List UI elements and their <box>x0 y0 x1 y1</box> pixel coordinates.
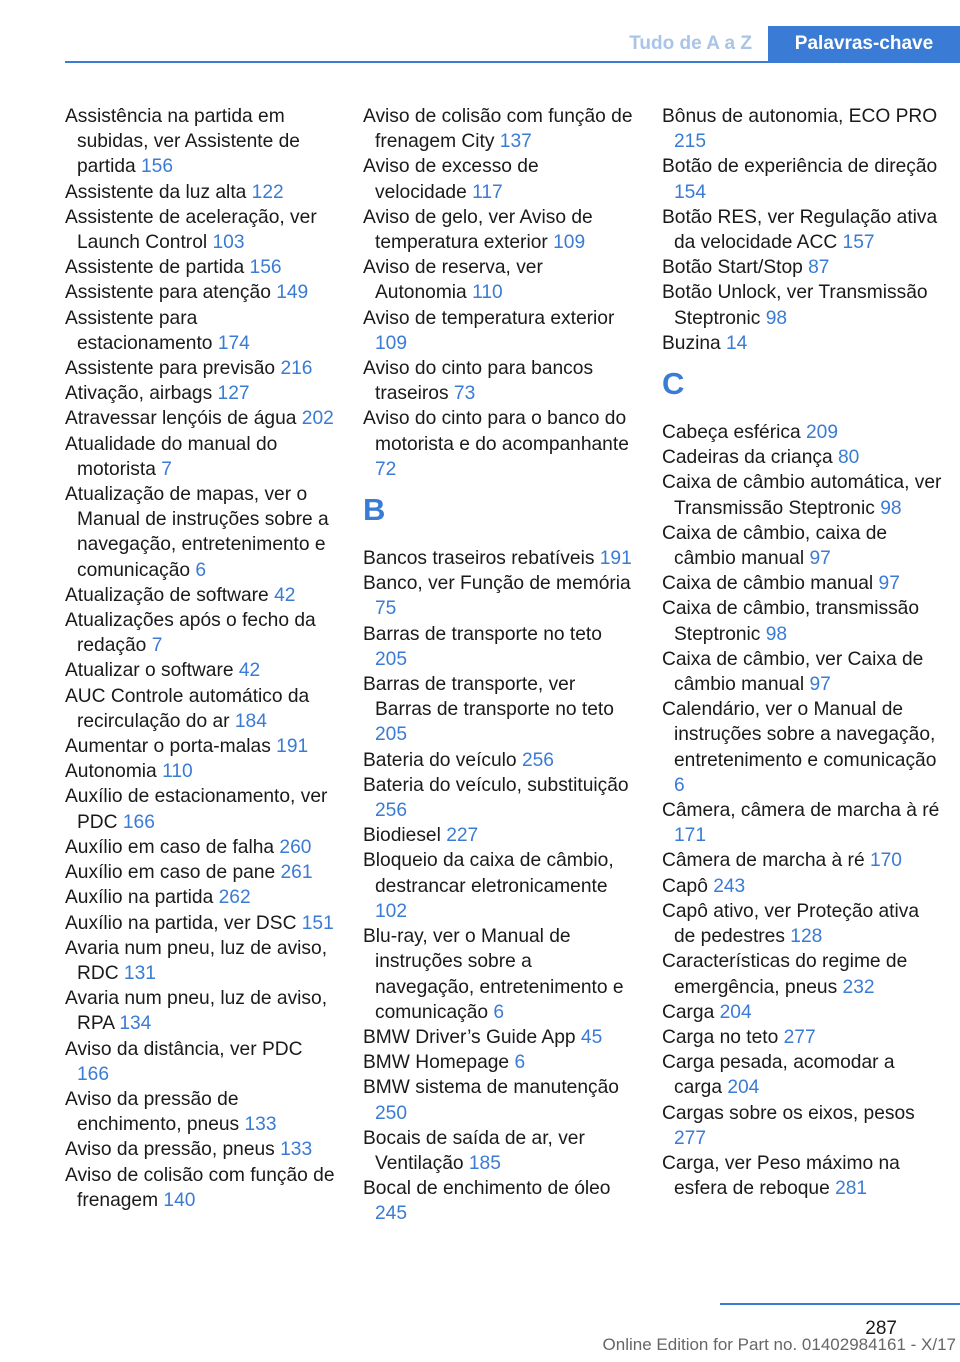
page-reference-link[interactable]: 151 <box>301 912 334 934</box>
index-entry-text: Aviso do cinto para o banco do motorista e do acompanhante <box>363 408 629 455</box>
index-entry <box>363 546 635 571</box>
index-entry-text: Características do regime de emergência, pneus <box>662 951 908 998</box>
page-reference-link[interactable]: 110 <box>162 761 193 783</box>
page-reference-link[interactable]: 174 <box>217 332 250 354</box>
page-reference-link[interactable]: 97 <box>809 548 831 570</box>
index-entry <box>65 205 337 255</box>
index-entry-text: Cabeça esférica <box>662 422 801 444</box>
page-reference-link[interactable]: 128 <box>790 926 823 948</box>
index-entry-text: Caixa de câmbio manual <box>662 573 874 595</box>
index-entry <box>662 255 942 280</box>
index-entry <box>363 154 635 204</box>
index-entry-text: Aumentar o porta-malas <box>65 736 271 758</box>
index-entry-text: Assistente da luz alta <box>65 181 247 203</box>
page-reference-link[interactable]: 205 <box>375 648 408 670</box>
index-entry <box>363 1126 635 1176</box>
index-entry-text: Bancos traseiros rebatíveis <box>363 548 595 570</box>
index-entry-text: Auxílio de estacionamento, ver PDC <box>65 786 328 833</box>
page-reference-link[interactable]: 97 <box>809 674 831 696</box>
index-entry <box>363 255 635 305</box>
index-entry <box>65 406 337 431</box>
page-reference-link[interactable]: 245 <box>375 1203 408 1225</box>
index-entry <box>662 596 942 646</box>
index-entry-text: Assistência na partida em subidas, ver Assistente de partida <box>65 106 300 178</box>
index-entry <box>662 697 942 798</box>
index-entry-text: Capô <box>662 875 708 897</box>
index-entry-text: Barras de transporte, ver Barras de transporte no teto <box>363 674 614 721</box>
index-entry <box>65 759 337 784</box>
index-entry <box>662 1151 942 1201</box>
page-reference-link[interactable]: 98 <box>765 307 788 329</box>
index-entry <box>65 1037 337 1087</box>
page-reference-link[interactable]: 277 <box>674 1127 707 1149</box>
index-entry-text: Biodiesel <box>363 825 441 847</box>
index-entry-text: Aviso da pressão, pneus <box>65 1139 275 1161</box>
page-reference-link[interactable]: 170 <box>869 850 902 872</box>
index-entry <box>65 684 337 734</box>
index-entry <box>65 936 337 986</box>
page-reference-link[interactable]: 202 <box>301 408 334 430</box>
index-entry-text: Atualização de mapas, ver o Manual de instruções sobre a navegação, entretenimento e comunicação <box>65 484 329 581</box>
index-entry-text: Atualização de software <box>65 584 269 606</box>
page-reference-link[interactable]: 184 <box>234 710 267 732</box>
index-entry-text: AUC Controle automático da recirculação do ar <box>65 685 310 732</box>
index-entry <box>65 608 337 658</box>
index-entry <box>363 356 635 406</box>
index-entry-text: Barras de transporte no teto <box>363 623 602 645</box>
index-entry <box>65 658 337 683</box>
index-entry-text: Bônus de autonomia, ECO PRO <box>662 106 938 127</box>
index-entry-text: BMW Driver’s Guide App <box>363 1026 576 1048</box>
page-reference-link[interactable]: 250 <box>375 1102 408 1124</box>
page-reference-link[interactable]: 131 <box>123 962 156 984</box>
index-entry <box>363 1075 635 1125</box>
index-entry-text: Câmera de marcha à ré <box>662 850 865 872</box>
index-entry <box>65 835 337 860</box>
index-entry <box>363 104 635 154</box>
index-entry <box>65 1137 337 1162</box>
index-entry <box>662 1000 942 1025</box>
index-entry <box>363 748 635 773</box>
page-reference-link[interactable]: 117 <box>472 181 503 203</box>
page-reference-link[interactable]: 7 <box>151 635 163 657</box>
page-reference-link[interactable]: 156 <box>249 257 282 279</box>
page-reference-link[interactable]: 166 <box>77 1063 110 1085</box>
index-entry <box>662 848 942 873</box>
page-reference-link[interactable]: 243 <box>713 875 746 897</box>
index-entry-text: Auxílio em caso de falha <box>65 836 275 858</box>
page-reference-link[interactable]: 204 <box>727 1077 760 1099</box>
index-entry-text: Bocal de enchimento de óleo <box>363 1178 611 1200</box>
footer-divider <box>720 1303 960 1305</box>
index-entry-text: Aviso da pressão de enchimento, pneus <box>65 1088 240 1136</box>
index-entry <box>65 734 337 759</box>
index-entry-text: Botão Unlock, ver Transmissão Steptronic <box>662 282 928 329</box>
index-entry <box>363 773 635 823</box>
index-entry <box>65 583 337 608</box>
index-entry-text: BMW Homepage <box>363 1052 510 1074</box>
index-entry-text: Bocais de saída de ar, ver Ventilação <box>363 1127 585 1174</box>
index-entry <box>65 986 337 1036</box>
page-reference-link[interactable]: 7 <box>161 458 172 480</box>
page-reference-link[interactable]: 140 <box>163 1189 196 1211</box>
page-reference-link[interactable]: 205 <box>375 724 408 746</box>
page-reference-link[interactable]: 6 <box>195 559 207 581</box>
page-reference-link[interactable]: 227 <box>446 825 479 847</box>
index-entry-text: Atualizações após o fecho da redação <box>65 610 316 657</box>
index-entry <box>662 331 942 356</box>
page-reference-link[interactable]: 215 <box>674 131 707 153</box>
index-entry-text: Aviso de temperatura exterior <box>363 307 615 329</box>
index-entry <box>662 874 942 899</box>
index-entry-text: BMW sistema de manutenção <box>363 1077 619 1099</box>
page-reference-link[interactable]: 171 <box>674 825 707 847</box>
page-reference-link[interactable]: 134 <box>119 1013 152 1035</box>
page-reference-link[interactable]: 109 <box>553 232 586 254</box>
index-entry <box>662 949 942 999</box>
page-reference-link[interactable]: 110 <box>472 282 503 304</box>
index-entry <box>363 622 635 672</box>
page-reference-link[interactable]: 209 <box>806 422 839 444</box>
page-reference-link[interactable]: 261 <box>280 862 313 884</box>
page-reference-link[interactable]: 154 <box>674 181 707 203</box>
page-reference-link[interactable]: 97 <box>878 573 900 595</box>
index-entry <box>65 911 337 936</box>
index-entry <box>65 482 337 583</box>
index-entry-text: Caixa de câmbio, caixa de câmbio manual <box>662 522 888 570</box>
page-reference-link[interactable]: 72 <box>375 458 397 480</box>
index-entry-text: Cadeiras da criança <box>662 447 833 469</box>
index-entry <box>662 1025 942 1050</box>
index-entry <box>65 180 337 205</box>
index-column-1 <box>65 104 337 1213</box>
index-entry-text: Assistente de partida <box>65 257 245 279</box>
page-reference-link[interactable]: 109 <box>375 332 408 354</box>
index-entry <box>65 280 337 305</box>
page-reference-link[interactable]: 157 <box>842 232 875 254</box>
page-reference-link[interactable]: 98 <box>880 497 902 519</box>
page-reference-link[interactable]: 80 <box>838 447 860 469</box>
index-entry-text: Blu-ray, ver o Manual de instruções sobre a navegação, entretenimento e comunicação <box>363 926 624 1023</box>
index-entry-text: Ativação, airbags <box>65 383 213 405</box>
index-entry-text: Autonomia <box>65 761 157 783</box>
index-entry <box>662 205 942 255</box>
index-entry-text: Caixa de câmbio automática, ver Transmissão Steptronic <box>662 472 942 519</box>
page-reference-link[interactable]: 127 <box>217 383 250 405</box>
page-reference-link[interactable]: 42 <box>238 660 261 682</box>
index-entry-text: Cargas sobre os eixos, pesos <box>662 1102 915 1124</box>
index-entry <box>662 1050 942 1100</box>
index-entry-text: Atravessar lençóis de água <box>65 408 297 430</box>
index-entry-text: Botão RES, ver Regulação ativa da velocidade ACC <box>662 206 938 254</box>
index-entry-text: Capô ativo, ver Proteção ativa de pedestres <box>662 900 920 948</box>
index-entry <box>363 406 635 482</box>
index-entry-text: Bateria do veículo, substituição <box>363 774 629 796</box>
index-entry <box>662 470 942 520</box>
index-entry <box>65 381 337 406</box>
page-reference-link[interactable]: 191 <box>599 548 632 570</box>
index-entry <box>363 205 635 255</box>
index-entry <box>662 154 942 204</box>
tab-palavras-chave[interactable]: Palavras-chave <box>768 26 960 62</box>
index-entry <box>662 104 942 154</box>
page-reference-link[interactable]: 45 <box>580 1026 603 1048</box>
header-tabs <box>613 26 960 62</box>
page-reference-link[interactable]: 75 <box>375 598 397 620</box>
index-entry-text: Avaria num pneu, luz de aviso, RPA <box>65 988 328 1035</box>
tab-tudo-de-a-a-z[interactable]: Tudo de A a Z <box>613 26 768 62</box>
index-entry-text: Botão Start/Stop <box>662 257 803 279</box>
index-entry-text: Carga pesada, acomodar a carga <box>662 1052 895 1099</box>
index-entry-text: Bateria do veículo <box>363 749 517 771</box>
index-entry-text: Carga, ver Peso máximo na esfera de reboque <box>662 1152 900 1200</box>
index-entry <box>662 445 942 470</box>
index-entry-text: Auxílio em caso de pane <box>65 862 276 884</box>
page-reference-link[interactable]: 6 <box>514 1052 526 1074</box>
page-reference-link[interactable]: 191 <box>276 736 309 758</box>
index-entry-text: Carga no teto <box>662 1026 779 1048</box>
index-entry-text: Calendário, ver o Manual de instruções sobre a navegação, entretenimento e comunicação <box>662 699 937 771</box>
index-entry-text: Aviso de gelo, ver Aviso de temperatura exterior <box>363 206 593 254</box>
index-entry <box>363 306 635 356</box>
index-entry <box>65 1087 337 1137</box>
index-entry-text: Assistente para estacionamento <box>65 307 213 354</box>
page-reference-link[interactable]: 204 <box>719 1001 752 1023</box>
section-letter-heading: C <box>662 366 685 402</box>
page-reference-link[interactable]: 260 <box>279 836 312 858</box>
index-entry-text: Aviso do cinto para bancos traseiros <box>363 358 594 405</box>
edition-footer: Online Edition for Part no. 01402984161 - X/17 <box>602 1335 956 1354</box>
index-entry <box>65 784 337 834</box>
index-entry-text: Auxílio na partida, ver DSC <box>65 912 297 934</box>
index-entry-text: Aviso de colisão com função de frenagem City <box>363 106 633 153</box>
index-entry-text: Aviso de excesso de velocidade <box>363 156 539 203</box>
index-entry-text: Carga <box>662 1001 715 1023</box>
index-entry <box>65 860 337 885</box>
index-entry <box>65 306 337 356</box>
page-reference-link[interactable]: 262 <box>218 887 251 909</box>
index-column-2 <box>363 104 635 1227</box>
page-reference-link[interactable]: 73 <box>453 383 476 405</box>
page-reference-link[interactable]: 87 <box>808 257 830 279</box>
page-reference-link[interactable]: 256 <box>375 800 408 822</box>
index-entry-text: Assistente para atenção <box>65 282 271 304</box>
index-entry-text: Auxílio na partida <box>65 887 214 909</box>
index-entry-text: Assistente de aceleração, ver Launch Control <box>65 206 317 254</box>
page-reference-link[interactable]: 216 <box>280 358 313 380</box>
page-number: 287 <box>865 1318 897 1339</box>
index-entry <box>65 1163 337 1213</box>
index-entry <box>65 885 337 910</box>
index-entry <box>662 521 942 571</box>
header-divider <box>65 61 960 63</box>
index-entry <box>662 571 942 596</box>
index-entry <box>65 104 337 180</box>
index-entry <box>65 255 337 280</box>
index-entry-text: Câmera, câmera de marcha à ré <box>662 800 940 822</box>
index-entry <box>363 823 635 848</box>
index-entry <box>662 647 942 697</box>
index-entry-text: Botão de experiência de direção <box>662 156 938 178</box>
page-reference-link[interactable]: 14 <box>726 332 748 354</box>
page-reference-link[interactable]: 103 <box>212 232 245 254</box>
page-reference-link[interactable]: 122 <box>251 181 284 203</box>
index-entry <box>65 356 337 381</box>
page-reference-link[interactable]: 102 <box>375 900 408 922</box>
index-entry-text: Buzina <box>662 332 721 354</box>
index-entry-text: Bloqueio da caixa de câmbio, destrancar eletronicamente <box>363 850 614 897</box>
index-entry-text: Aviso de colisão com função de frenagem <box>65 1164 335 1211</box>
page-reference-link[interactable]: 98 <box>765 623 788 645</box>
page-reference-link[interactable]: 156 <box>141 156 174 178</box>
index-entry <box>662 899 942 949</box>
index-entry-text: Avaria num pneu, luz de aviso, RDC <box>65 937 328 984</box>
index-entry-text: Caixa de câmbio, transmissão Steptronic <box>662 598 920 645</box>
page-reference-link[interactable]: 232 <box>842 976 875 998</box>
index-entry <box>662 798 942 848</box>
index-entry-text: Aviso da distância, ver PDC <box>65 1038 303 1060</box>
section-letter-heading: B <box>363 492 386 528</box>
index-column-3 <box>662 104 942 1201</box>
page-reference-link[interactable]: 281 <box>835 1178 868 1200</box>
index-entry-text: Atualizar o software <box>65 660 234 682</box>
page-reference-link[interactable]: 133 <box>244 1114 277 1136</box>
page-reference-link[interactable]: 6 <box>674 774 685 796</box>
page-reference-link[interactable]: 277 <box>783 1026 816 1048</box>
index-entry <box>662 1101 942 1151</box>
index-entry <box>363 672 635 748</box>
index-entry-text: Banco, ver Função de memória <box>363 573 631 595</box>
index-entry <box>363 571 635 621</box>
page-reference-link[interactable]: 42 <box>274 584 296 606</box>
index-entry <box>662 280 942 330</box>
page-reference-link[interactable]: 137 <box>499 131 532 153</box>
page-reference-link[interactable]: 149 <box>276 282 309 304</box>
index-entry <box>363 1176 635 1226</box>
index-entry-text: Aviso de reserva, ver Autonomia <box>363 257 543 304</box>
index-entry-text: Assistente para previsão <box>65 358 276 380</box>
index-entry <box>662 420 942 445</box>
page-reference-link[interactable]: 6 <box>493 1001 505 1023</box>
page-reference-link[interactable]: 166 <box>122 811 155 833</box>
index-entry <box>65 432 337 482</box>
page-reference-link[interactable]: 133 <box>280 1139 313 1161</box>
page-reference-link[interactable]: 256 <box>521 749 554 771</box>
index-entry <box>363 1025 635 1050</box>
index-entry <box>363 848 635 924</box>
index-entry <box>363 924 635 1025</box>
index-entry-text: Caixa de câmbio, ver Caixa de câmbio manual <box>662 648 924 696</box>
page-reference-link[interactable]: 185 <box>468 1152 501 1174</box>
index-entry-text: Atualidade do manual do motorista <box>65 433 278 480</box>
index-entry <box>363 1050 635 1075</box>
